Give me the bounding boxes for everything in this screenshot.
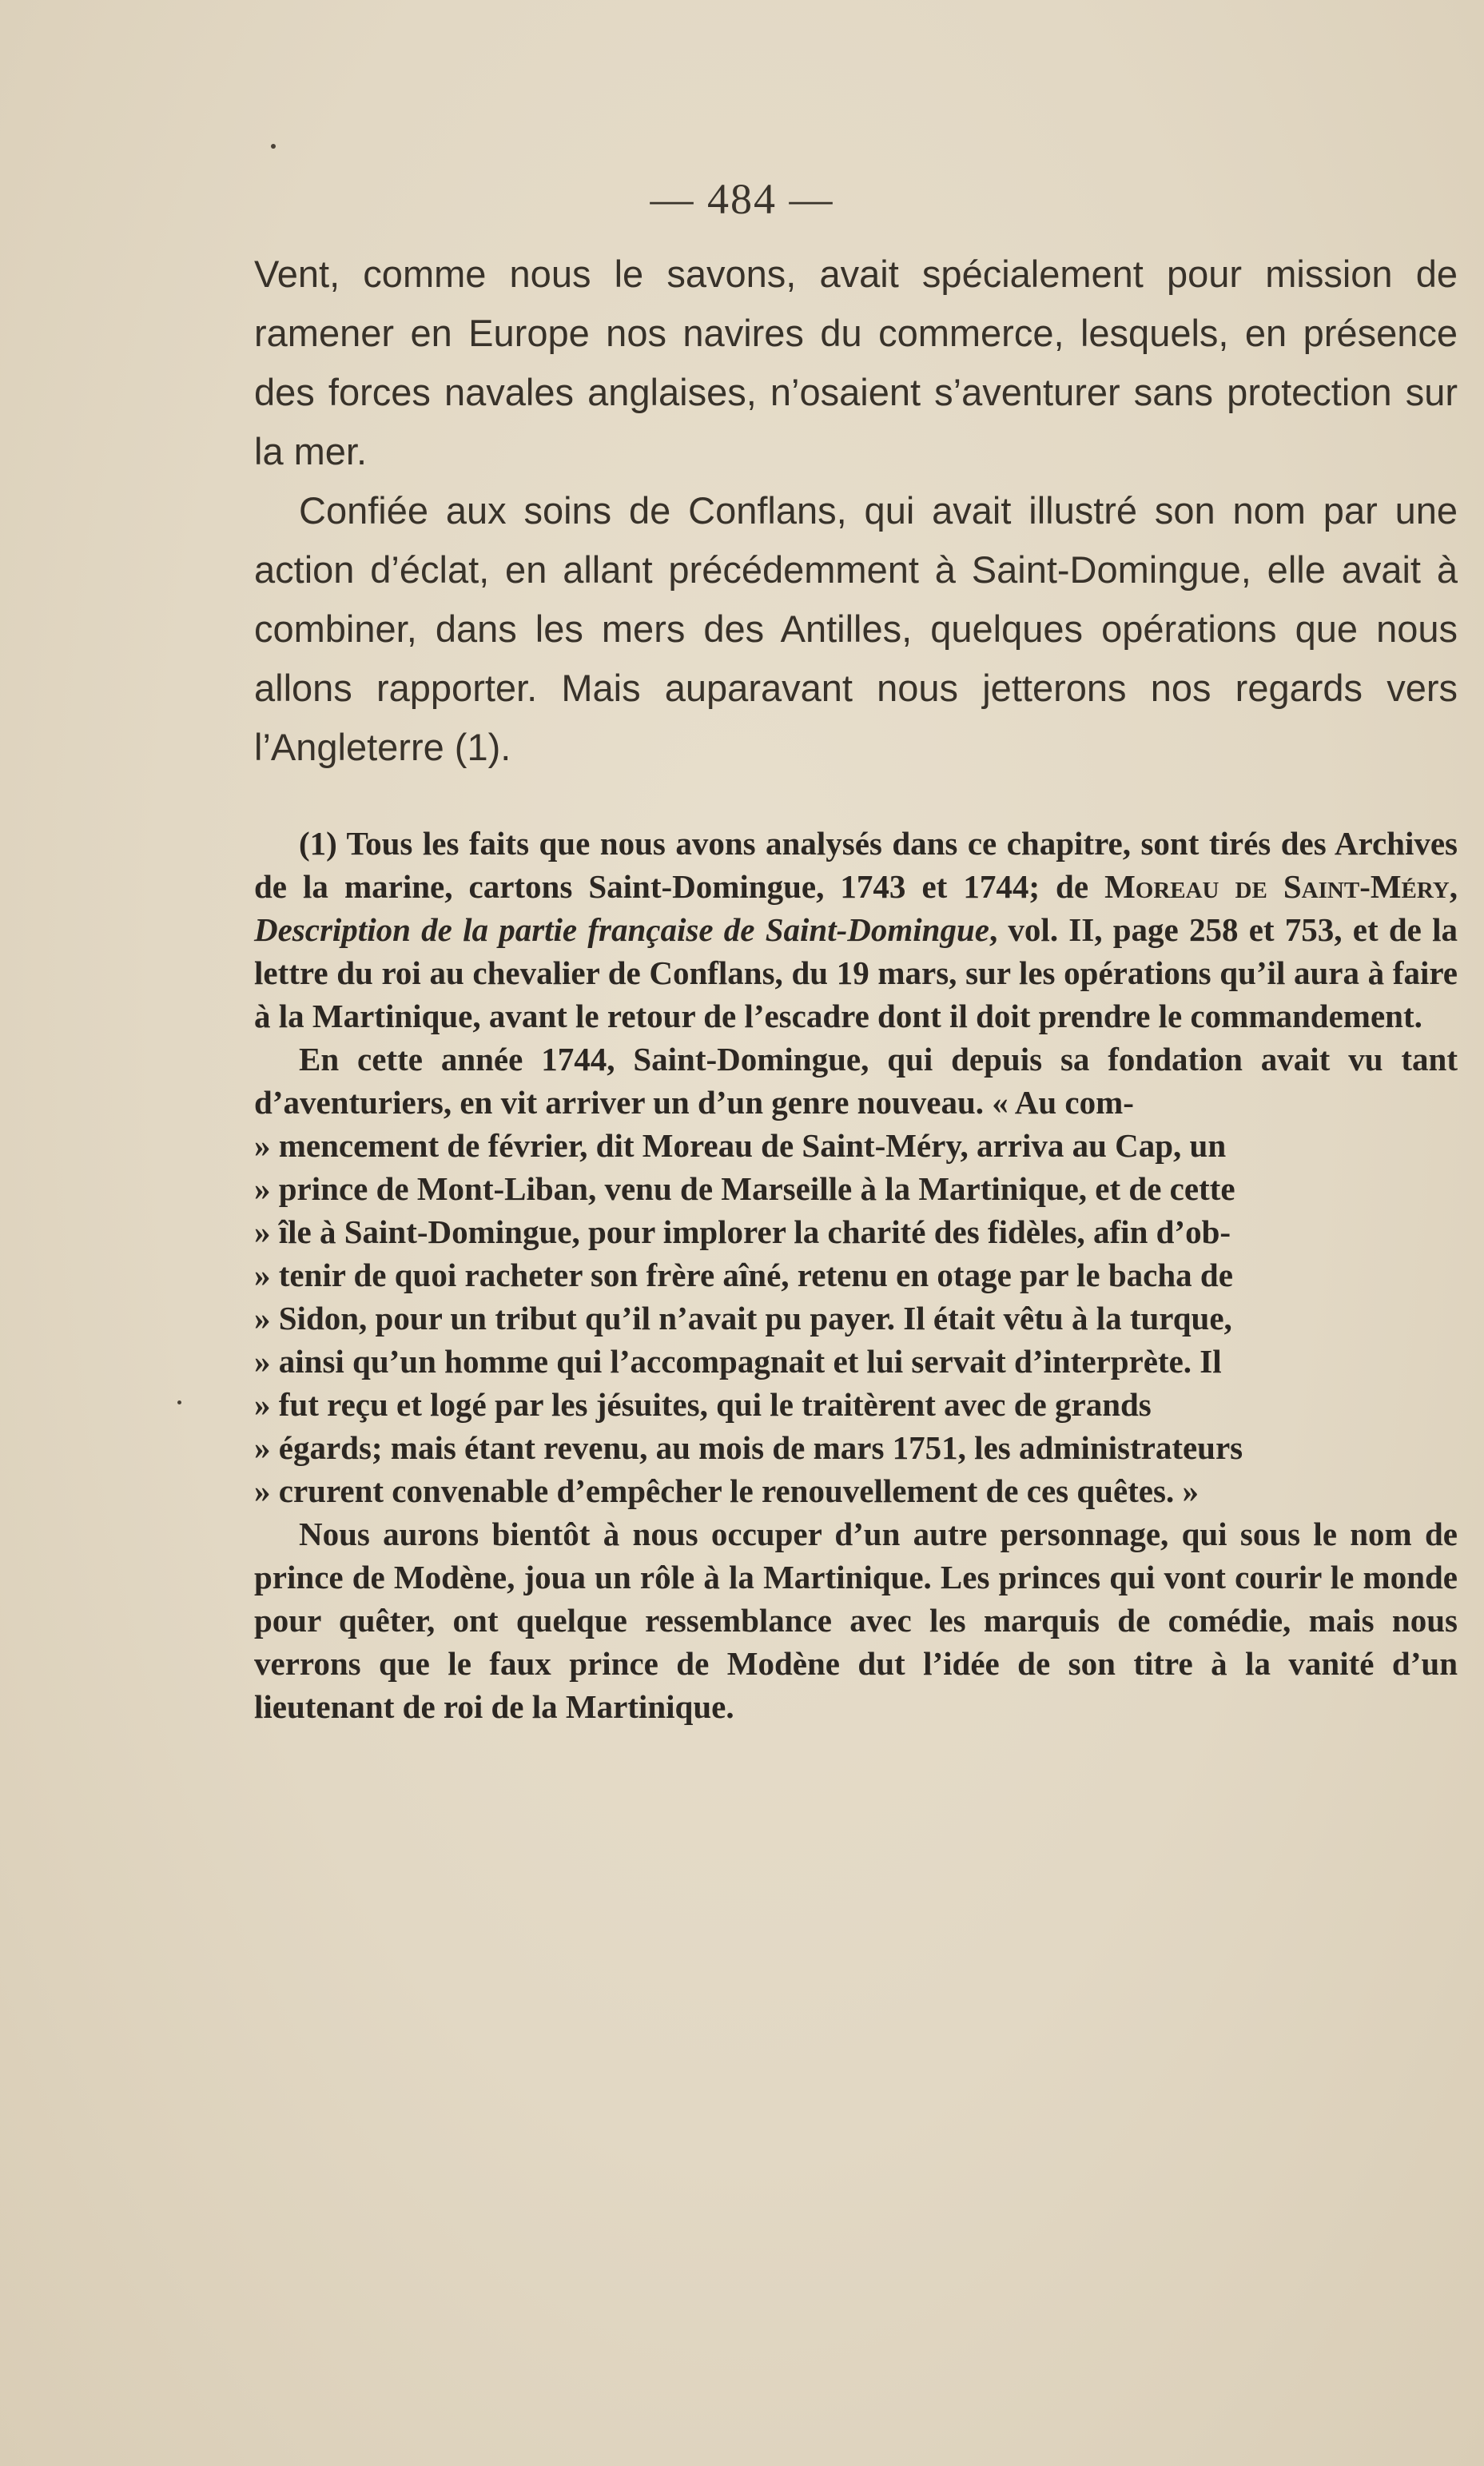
ink-speck [271,144,276,149]
footnote-quotation [254,1124,1458,1512]
footnote-text: , vol. II, page 258 et 753, et de la lettre du roi au chevalier de Conflans, du 19 mars, sur les opérations qu’il aura à faire à la Martinique, avant le retour de l’escadre dont il doit prendre le commandement. [254,911,1458,1034]
quote-line: » ainsi qu’un homme qui l’accompagnait et lui servait d’interprète. Il [254,1343,1222,1380]
footnote-work-title: Description de la partie française de Saint-Domingue [254,911,989,948]
ink-speck [177,1400,181,1404]
quote-line: » tenir de quoi racheter son frère aîné, retenu en otage par le bacha de [254,1257,1233,1293]
main-paragraph: Confiée aux soins de Conflans, qui avait illustré son nom par une action d’éclat, en allant précédemment à Saint-Domingue, elle avait à combiner, dans les mers des Antilles, quelques opérations que nous allons rapporter. Mais auparavant nous jetterons nos regards vers l’Angleterre (1). [254,489,1458,768]
footnote-reference [254,822,1458,1038]
quote-line: » Sidon, pour un tribut qu’il n’avait pu payer. Il était vêtu à la turque, [254,1300,1232,1337]
main-paragraph: Vent, comme nous le savons, avait spécialement pour mission de ramener en Europe nos navires du commerce, lesquels, en présence des forces navales anglaises, n’osaient s’aventurer sans protection sur la mer. [254,253,1458,472]
footnote-author: Moreau de Saint-Méry [1104,868,1450,905]
footnote-text: , [1449,868,1458,905]
quote-line: » prince de Mont-Liban, venu de Marseille à la Martinique, et de cette [254,1170,1235,1207]
main-text [254,245,1458,777]
quote-line: » égards; mais étant revenu, au mois de mars 1751, les administrateurs [254,1429,1243,1466]
footnote [254,822,1458,1728]
quote-line: » mencement de février, dit Moreau de Saint-Méry, arriva au Cap, un [254,1127,1227,1164]
quote-line: » crurent convenable d’empêcher le renouvellement de ces quêtes. » [254,1472,1199,1509]
footnote-paragraph: Nous aurons bientôt à nous occuper d’un autre personnage, qui sous le nom de prince de Modène, joua un rôle à la Martinique. Les princes qui vont courir le monde pour quêter, ont quelque ressemblance avec les marquis de comédie, mais nous verrons que le faux prince de Modène dut l’idée de son titre à la vanité d’un lieutenant de roi de la Martinique. [254,1516,1458,1725]
footnote-paragraph: En cette année 1744, Saint-Domingue, qui depuis sa fondation avait vu tant d’aventuriers, en vit arriver un d’un genre nouveau. « Au com- [254,1041,1458,1121]
footnote-text: (1) Tous les faits que nous avons analysés dans ce chapitre, sont tirés des Archives de la marine, cartons Saint-Domingue, 1743 et 1744; de [254,825,1458,905]
page-number: — 484 — [650,175,834,223]
quote-line: » fut reçu et logé par les jésuites, qui le traitèrent avec de grands [254,1386,1152,1423]
quote-line: » île à Saint-Domingue, pour implorer la charité des fidèles, afin d’ob- [254,1213,1231,1250]
